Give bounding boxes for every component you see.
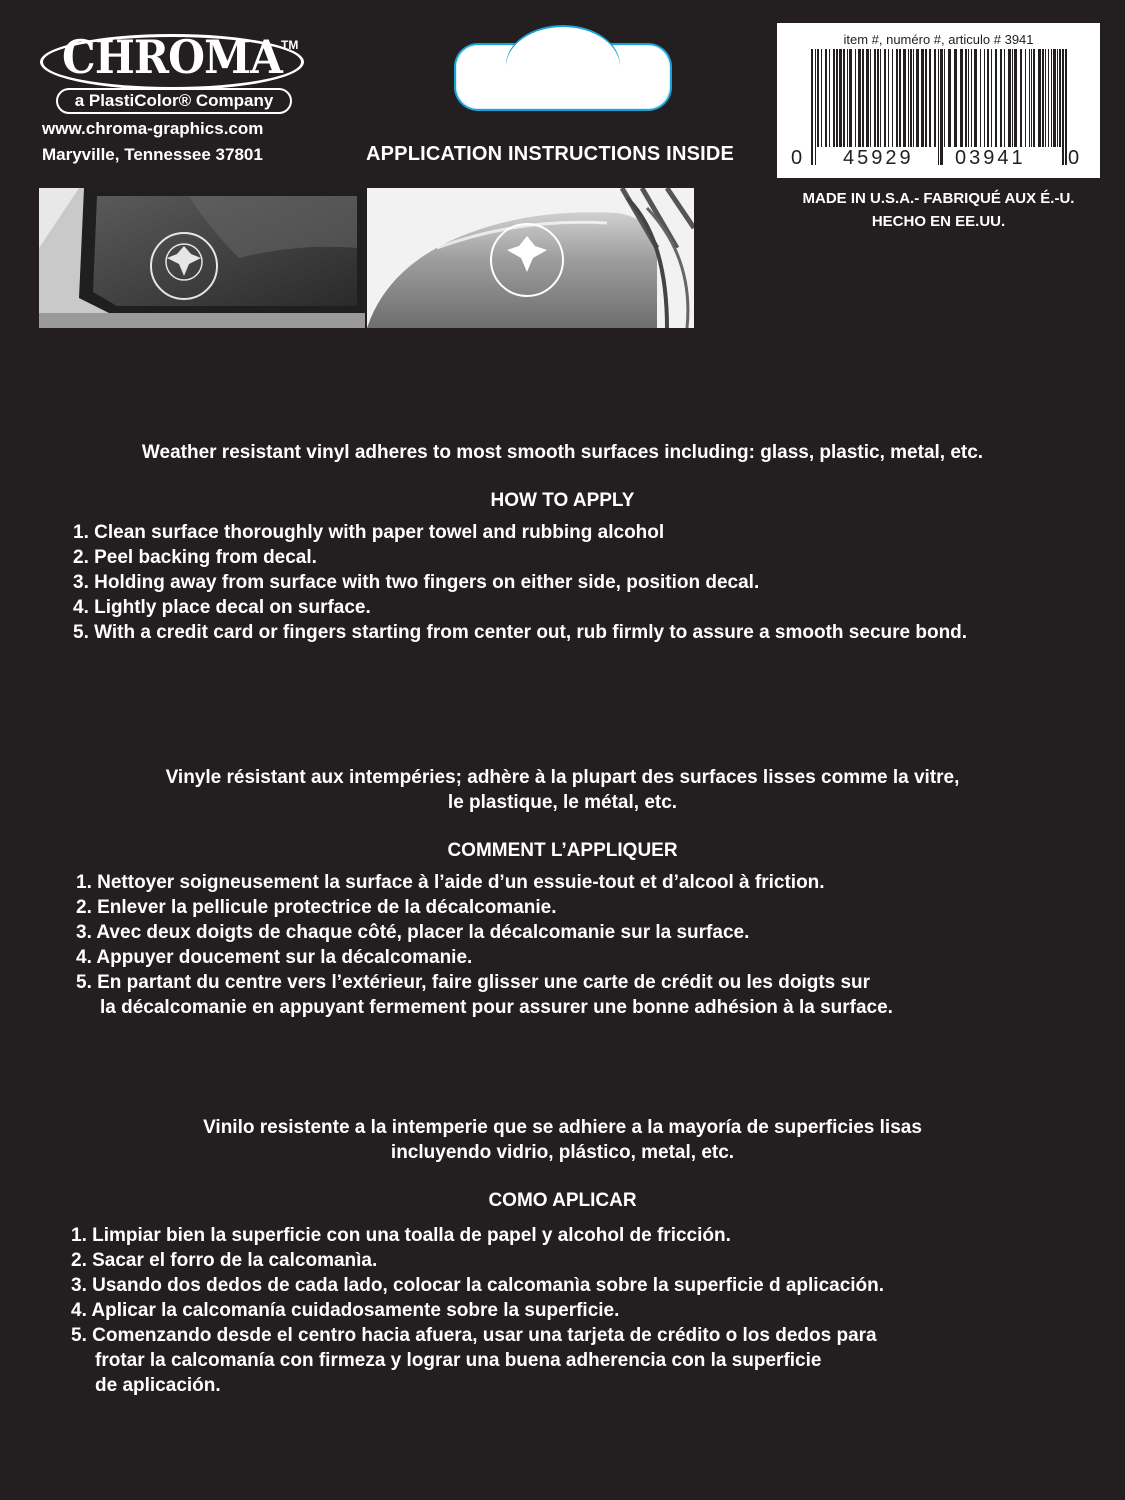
barcode-group-2: 03941 [955,147,1026,169]
spanish-step-1: 1. Limpiar bien la superficie con una toalla de papel y alcohol de fricción. [71,1225,731,1246]
english-step-2: 2. Peel backing from decal. [73,547,317,568]
barcode-group-1: 45929 [843,147,914,169]
english-intro: Weather resistant vinyl adheres to most smooth surfaces including: glass, plastic, metal, etc. [141,442,984,463]
hang-hole-icon [456,45,670,109]
english-step-3: 3. Holding away from surface with two fingers on either side, position decal. [73,572,760,593]
brand-logo: CHROMA [62,30,282,84]
brand-address: Maryville, Tennessee 37801 [42,145,263,164]
barcode-digit-left: 0 [791,147,803,169]
motorcycle-tank-photo [367,188,694,328]
origin-line-2: HECHO EN EE.UU. [871,213,1006,230]
french-intro-line-1: Vinyle résistant aux intempéries; adhère à la plupart des surfaces lisses comme la vitre, [165,767,960,788]
spanish-step-5: 5. Comenzando desde el centro hacia afuera, usar una tarjeta de crédito o los dedos para [71,1325,877,1346]
english-step-4: 4. Lightly place decal on surface. [73,597,371,618]
english-heading: HOW TO APPLY [490,490,635,511]
french-step-1: 1. Nettoyer soigneusement la surface à l’aide d’un essuie-tout et d’alcool à friction. [76,872,825,893]
application-instructions-note: APPLICATION INSTRUCTIONS INSIDE [366,143,735,165]
english-step-1: 1. Clean surface thoroughly with paper towel and rubbing alcohol [73,522,665,543]
french-step-5: 5. En partant du centre vers l’extérieur, faire glisser une carte de crédit ou les doigts sur [76,972,871,993]
car-window-photo [39,188,365,328]
french-intro-line-2: le plastique, le métal, etc. [447,792,678,813]
brand-tagline: a PlastiColor® Company [56,88,292,114]
trademark-mark: TM [281,38,299,52]
spanish-step-5-continued-2: de aplicación. [95,1375,221,1396]
spanish-intro-line-2: incluyendo vidrio, plástico, metal, etc. [390,1142,735,1163]
french-step-4: 4. Appuyer doucement sur la décalcomanie. [76,947,473,968]
item-number-label: item #, numéro #, articulo # 3941 [843,32,1034,47]
spanish-step-2: 2. Sacar el forro de la calcomanìa. [71,1250,378,1271]
french-heading: COMMENT L’APPLIQUER [447,840,678,861]
barcode-panel [777,23,1100,178]
english-step-5: 5. With a credit card or fingers starting from center out, rub firmly to assure a smooth secure bond. [73,622,968,643]
spanish-heading: COMO APLICAR [488,1190,637,1211]
spanish-step-4: 4. Aplicar la calcomanía cuidadosamente sobre la superficie. [71,1300,620,1321]
spanish-steps [71,1223,884,1398]
spanish-step-3: 3. Usando dos dedos de cada lado, colocar la calcomanìa sobre la superficie d aplicación. [71,1275,885,1296]
french-step-5-continued: la décalcomanie en appuyant fermement pour assurer une bonne adhésion à la surface. [100,997,893,1018]
french-step-3: 3. Avec deux doigts de chaque côté, placer la décalcomanie sur la surface. [76,922,750,943]
brand-website: www.chroma-graphics.com [42,119,264,138]
spanish-intro-line-1: Vinilo resistente a la intemperie que se adhiere a la mayoría de superficies lisas [203,1117,922,1138]
origin-line-1: MADE IN U.S.A.- FABRIQUÉ AUX É.-U. [802,190,1075,207]
spanish-step-5-continued-1: frotar la calcomanía con firmeza y lograr una buena adherencia con la superficie [95,1350,822,1371]
french-steps [76,870,893,1020]
english-steps [73,520,967,645]
french-step-2: 2. Enlever la pellicule protectrice de la décalcomanie. [76,897,557,918]
barcode-digit-right: 0 [1068,147,1080,169]
